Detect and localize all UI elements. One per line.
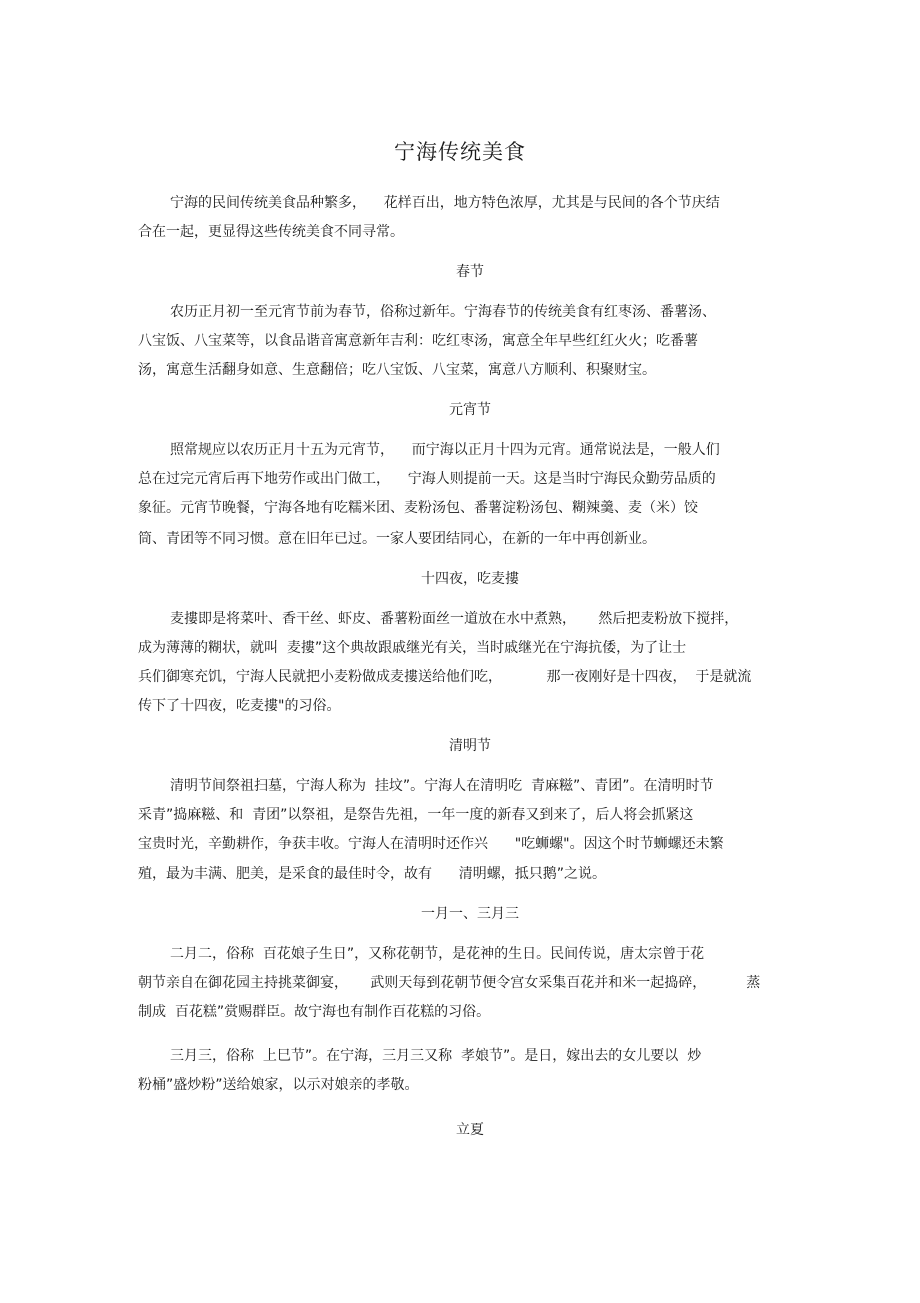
section-heading-lantern-festival: 元宵节 (449, 402, 491, 418)
text-line: 总在过完元宵后再下地劳作或出门做工， 宁海人则提前一天。这是当时宁海民众勤劳品质的 (138, 471, 716, 487)
text-line: 兵们御寒充饥，宁海人民就把小麦粉做成麦摟送给他们吃， 那一夜刚好是十四夜， 于是就流 (138, 669, 752, 685)
section-heading-spring-festival: 春节 (456, 264, 484, 280)
text-line: 制成 百花糕”赏赐群臣。故宁海也有制作百花糕的习俗。 (138, 1004, 491, 1020)
section-heading-qingming: 清明节 (449, 738, 491, 754)
page-title: 宁海传统美食 (394, 140, 526, 164)
text-line: 传下了十四夜，吃麦摟"的习俗。 (138, 698, 341, 714)
text-line: 二月二，俗称 百花娘子生日”，又称花朝节，是花神的生日。民间传说，唐太宗曾于花 (170, 946, 705, 962)
text-line: 汤，寓意生活翻身如意、生意翻倍；吃八宝饭、八宝菜，寓意八方顺利、积聚财宝。 (138, 362, 656, 378)
text-line: 三月三，俗称 上巳节”。在宁海，三月三又称 孝娘节”。是日，嫁出去的女儿要以 炒 (170, 1048, 702, 1064)
text-line: 农历正月初一至元宵节前为春节，俗称过新年。宁海春节的传统美食有红枣汤、番薯汤、 (170, 304, 716, 320)
text-line: 照常规应以农历正月十五为元宵节， 而宁海以正月十四为元宵。通常说法是，一般人们 (170, 442, 720, 458)
text-line: 殖，最为丰满、肥美，是采食的最佳时令，故有 清明螺，抵只鹅”之说。 (138, 866, 606, 882)
text-line: 麦摟即是将菜叶、香干丝、虾皮、番薯粉面丝一道放在水中煮熟， 然后把麦粉放下搅拌， (170, 611, 739, 627)
section-heading-fourteenth-night: 十四夜，吃麦摟 (421, 571, 519, 587)
text-line: 采青”捣麻糍、和 青团”以祭祖，是祭告先祖，一年一度的新春又到来了，后人将会抓紧这 (138, 807, 694, 823)
text-line: 筒、青团等不同习惯。意在旧年已过。一家人要团结同心，在新的一年中再创新业。 (138, 531, 656, 547)
text-line: 象征。元宵节晚餐，宁海各地有吃糯米团、麦粉汤包、番薯淀粉汤包、糊辣羹、麦（米）饺 (138, 500, 698, 516)
text-line: 合在一起，更显得这些传统美食不同寻常。 (138, 224, 404, 240)
text-line: 清明节间祭祖扫墓，宁海人称为 挂坟”。宁海人在清明吃 青麻糍”、青团”。在清明时节 (170, 778, 714, 794)
section-heading-lixia: 立夏 (456, 1122, 484, 1138)
text-line: 粉桶”盛炒粉”送给娘家，以示对娘亲的孝敬。 (138, 1077, 419, 1093)
text-line: 成为薄薄的糊状，就叫 麦摟”这个典故跟戚继光有关，当时戚继光在宁海抗倭，为了让士 (138, 640, 687, 656)
text-line: 宁海的民间传统美食品种繁多， 花样百出，地方特色浓厚，尤其是与民间的各个节庆结 (170, 195, 720, 211)
text-line: 朝节亲自在御花园主持挑菜御宴， 武则天每到花朝节便令宫女采集百花并和米一起捣碎， 蒸 (138, 975, 761, 991)
text-line: 宝贵时光，辛勤耕作，争获丰收。宁海人在清明时还作兴 "吃蛳螺"。因这个时节蛳螺还未繁 (138, 836, 724, 852)
text-line: 八宝饭、八宝菜等，以食品谐音寓意新年吉利：吃红枣汤，寓意全年早些红红火火；吃番薯 (138, 333, 698, 349)
section-heading-flower-festivals: 一月一、三月三 (421, 906, 519, 922)
